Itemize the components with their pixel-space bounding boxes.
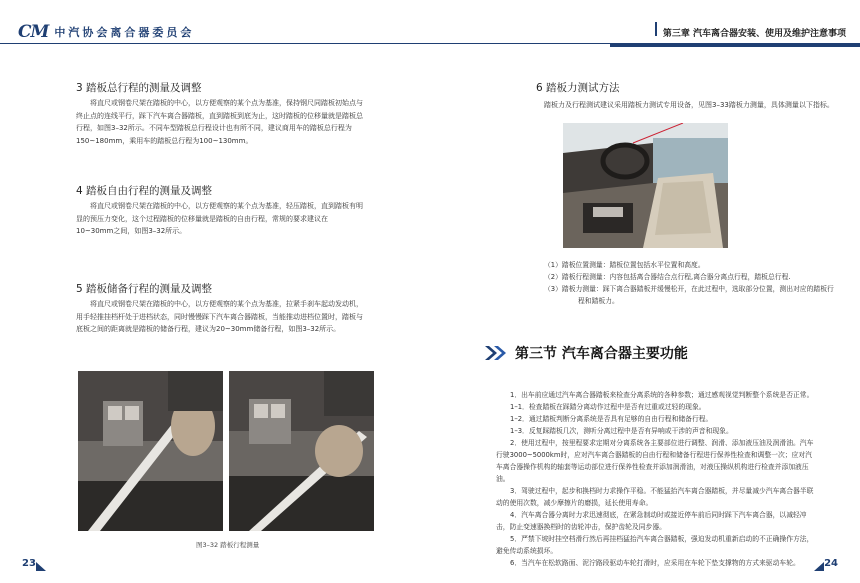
pedal-photo-2-illustration (229, 371, 374, 531)
section-3-body: 将直尺或钢卷尺架在踏板的中心，以方便观察的某个点为基准，保持钢尺同踏板初始点与终止点的连线平行，踩下汽车离合器踏板，直到踏板到底为止，这时踏板的位移量就是踏板总行程，如图3–32所示。不同车型踏板总行程设计也有所不同，建议商用车的踏板总行程为150~180mm，乘用车的踏板总行程为100~130mm。 (76, 99, 363, 145)
organization-name: 中汽协会离合器委员会 (54, 26, 195, 39)
page-number-right: 24 (824, 558, 838, 569)
pedal-photo-2 (229, 371, 374, 531)
list-item: 4．汽车离合器分离时力求迅速彻底，在紧急制动时或接近停车前后同时踩下汽车离合器，以减轻冲击，防止变速器换档时的齿轮冲击，保护齿轮及同步器。 (496, 511, 807, 531)
section-4-body: 将直尺或钢卷尺架在踏板的中心，以方便观察的某个点为基准，轻压踏板，直到踏板有明显的预压力变化，这个过程踏板的位移量就是踏板的自由行程，常规的要求建议在10~30mm之间，如图3–32所示。 (76, 202, 363, 235)
section-3-title: 3 踏板总行程的测量及调整 (76, 82, 202, 94)
section-heading-title: 第三节 汽车离合器主要功能 (515, 346, 688, 362)
header-accent-bar (610, 44, 860, 47)
list-item: 3．驾驶过程中，起步和换档时力求操作平稳。不能猛抬汽车离合器踏板，并尽量减少汽车离合器半联动的使用次数，减少摩擦片的磨损，延长使用寿命。 (496, 487, 814, 507)
pedal-photo-1-illustration (78, 371, 223, 531)
function-list (496, 389, 818, 569)
header-brand (18, 22, 194, 42)
section-heading (485, 343, 688, 363)
list-item: 1–2．通过踏板判断分离系统是否具有足够的自由行程和储备行程。 (510, 415, 713, 423)
section-6-body: 踏板力及行程测试建议采用踏板力测试专用设备，见图3–33踏板力测量，具体测量以下指标。 (544, 101, 834, 109)
page-number-left: 23 (22, 558, 36, 569)
page-corner-right-icon (814, 562, 824, 571)
figure-caption: 图3–32 踏板行程测量 (196, 541, 260, 549)
list-item: 1–1．检查踏板在踩踏分离动作过程中是否有过重或过轻的现象。 (510, 403, 706, 411)
pedal-force-photo-illustration (563, 123, 728, 248)
section-5-title: 5 踏板储备行程的测量及调整 (76, 283, 213, 295)
list-item: 6．当汽车在松软路面、泥泞路段驱动车轮打滑时，应采用在车轮下垫支撑物的方式来驱动车轮。 (510, 559, 800, 567)
list-item: 2．使用过程中，按里程要求定期对分离系统各主要部位进行调整、润滑、添加液压油及润滑油。汽车行驶3000~5000km时，应对汽车离合器踏板的自由行程和储备行程进行保养性检查和调整一次；应对汽车离合器操作机构的轴套等运动部位进行保养性检查并添加润滑油，对液压操纵机构进行检查并添加液压油。 (496, 439, 814, 483)
list-item: 1．出车前应通过汽车离合器踏板来检查分离系统的各种参数；通过感观视觉判断整个系统是否正常。 (510, 391, 814, 399)
pedal-force-photo (563, 123, 728, 248)
list-item: 5．严禁下坡时挂空档滑行然后再挂档猛抬汽车离合器踏板，强迫发动机重新启动的不正确操作方法，避免传动系统损坏。 (496, 535, 814, 555)
pedal-metrics-list (544, 259, 834, 307)
metric-item: （3）踏板力测量：踩下离合器踏板并缓慢松开，在此过程中，选取部分位置，测出对应的踏板行程和踏板力。 (544, 285, 834, 305)
metric-item: （1）踏板位置测量：踏板位置包括水平位置和高度。 (544, 261, 705, 269)
section-6-title: 6 踏板力测试方法 (536, 82, 620, 94)
section-4-title: 4 踏板自由行程的测量及调整 (76, 185, 213, 197)
list-item: 1–3．反复踩踏板几次，测听分离过程中是否有异响或干涉的声音和现象。 (510, 427, 733, 435)
chevron-right-icon (485, 346, 507, 360)
page-corner-left-icon (36, 562, 46, 571)
section-5-body: 将直尺或钢卷尺架在踏板的中心，以方便观察的某个点为基准，拉紧手刹车起动发动机，用手轻推挂档杆处于进档状态，同时慢慢踩下汽车离合器踏板，当能推动进档位置时，踏板与底板之间的距离就是踏板的储备行程，建议为20~30mm储备行程，如图3–32所示。 (76, 300, 363, 333)
pedal-photo-1 (78, 371, 223, 531)
logo-icon: CM (18, 22, 49, 42)
chapter-title: 第三章 汽车离合器安装、使用及维护注意事项 (663, 26, 846, 39)
metric-item: （2）踏板行程测量：内容包括离合器结合点行程,离合器分离点行程，踏板总行程. (544, 273, 791, 281)
